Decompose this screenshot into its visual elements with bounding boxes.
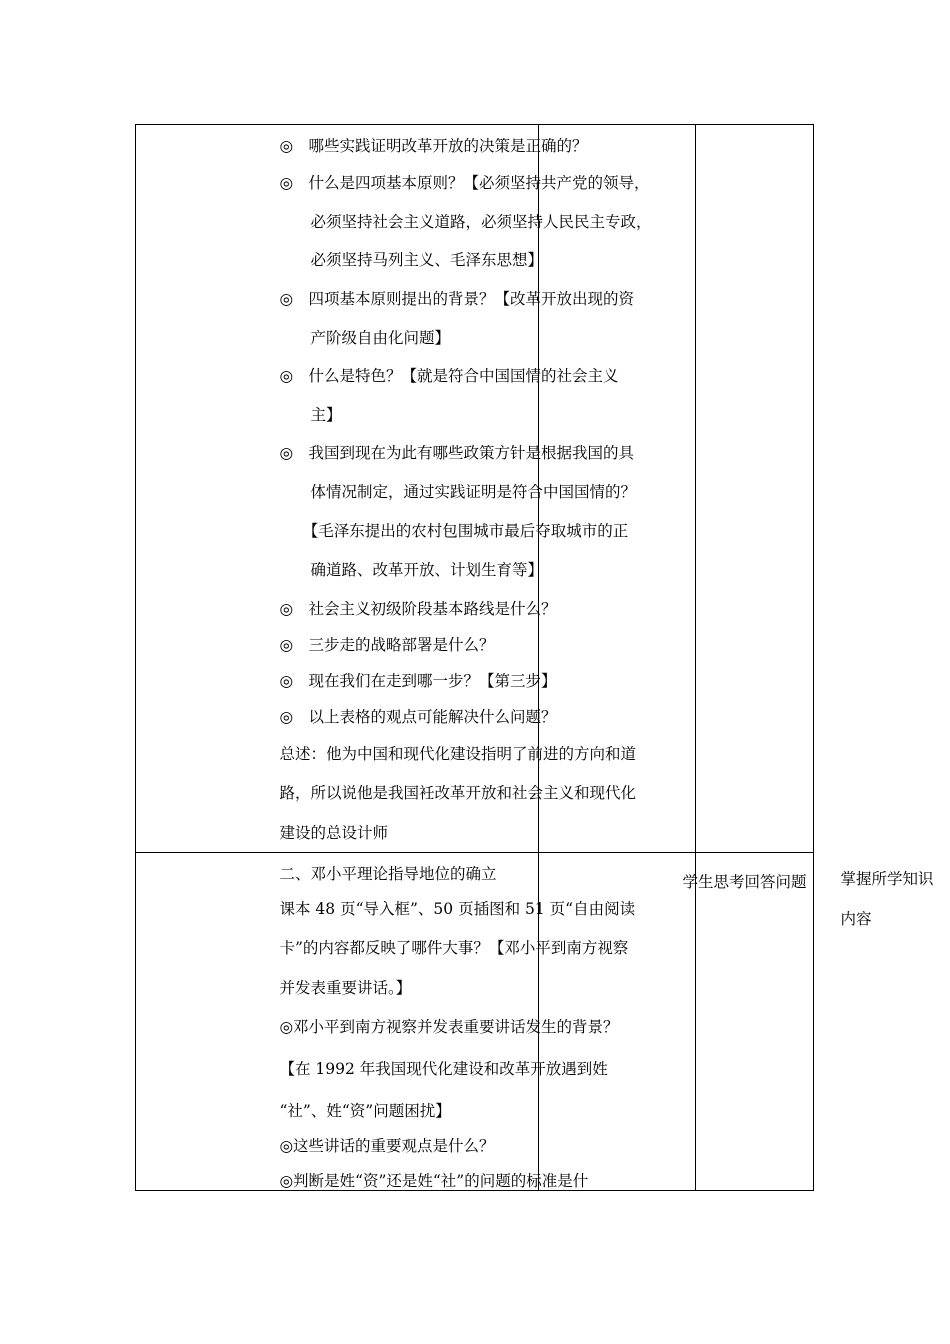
content-line: ◎ 什么是特色？【就是符合中国国情的社会主义 [279,366,619,385]
content-line: ◎判断是姓“资”还是姓“社”的问题的标准是什 [279,1171,589,1190]
content-line: 【毛泽东提出的农村包围城市最后夺取城市的正 [279,521,629,540]
teaching-content-cell [136,853,636,1191]
teaching-content-cell [136,125,652,853]
content-line: 【在 1992 年我国现代化建设和改革开放遇到姓 [279,1059,608,1078]
content-line: 卡”的内容都反映了哪件大事？【邓小平到南方视察 [279,938,629,957]
content-line: ◎ 我国到现在为此有哪些政策方针是根据我国的具 [279,443,635,462]
content-line: 总述：他为中国和现代化建设指明了前进的方向和道 [279,744,637,763]
section-heading: 二、邓小平理论指导地位的确立 [279,864,497,883]
content-line: 必须坚持马列主义、毛泽东思想】 [279,250,544,269]
design-intent-cell [695,125,813,853]
design-intent-cell [695,853,934,1191]
content-line: ◎ 社会主义初级阶段基本路线是什么？ [279,599,557,618]
content-line: 建设的总设计师 [279,823,389,842]
content-line: “社”、姓“资”问题困扰】 [279,1101,451,1120]
table-row [136,853,814,1191]
content-line: ◎ 什么是四项基本原则？【必须坚持共产党的领导， [279,173,650,192]
content-line: ◎ 以上表格的观点可能解决什么问题？ [279,707,557,726]
content-line: 路，所以说他是我国衽改革开放和社会主义和现代化 [279,783,637,802]
student-activity-text: 学生思考回答问题 [682,872,807,891]
content-line: 并发表重要讲话。】 [279,978,412,997]
content-line: 体情况制定，通过实践证明是符合中国国情的？ [279,482,637,501]
content-line: 确道路、改革开放、计划生育等】 [279,560,544,579]
content-line: 课本 48 页“导入框”、50 页插图和 51 页“自由阅读 [279,899,636,918]
lesson-table [135,124,934,1191]
content-line: ◎ 现在我们在走到哪一步？【第三步】 [279,671,557,690]
content-line: ◎邓小平到南方视察并发表重要讲话发生的背景？ [279,1017,619,1036]
content-line: 必须坚持社会主义道路，必须坚持人民民主专政， [279,212,652,231]
content-line: ◎ 三步走的战略部署是什么？ [279,635,495,654]
content-line: 产阶级自由化问题】 [279,328,451,347]
content-line: ◎这些讲话的重要观点是什么？ [279,1136,495,1155]
content-line: ◎ 四项基本原则提出的背景？【改革开放出现的资 [279,289,635,308]
design-intent-text: 掌握所学知识内容 [840,869,934,928]
content-line: ◎ 哪些实践证明改革开放的决策是正确的？ [279,136,588,155]
table-row [136,125,814,853]
content-line: 主】 [279,405,342,424]
